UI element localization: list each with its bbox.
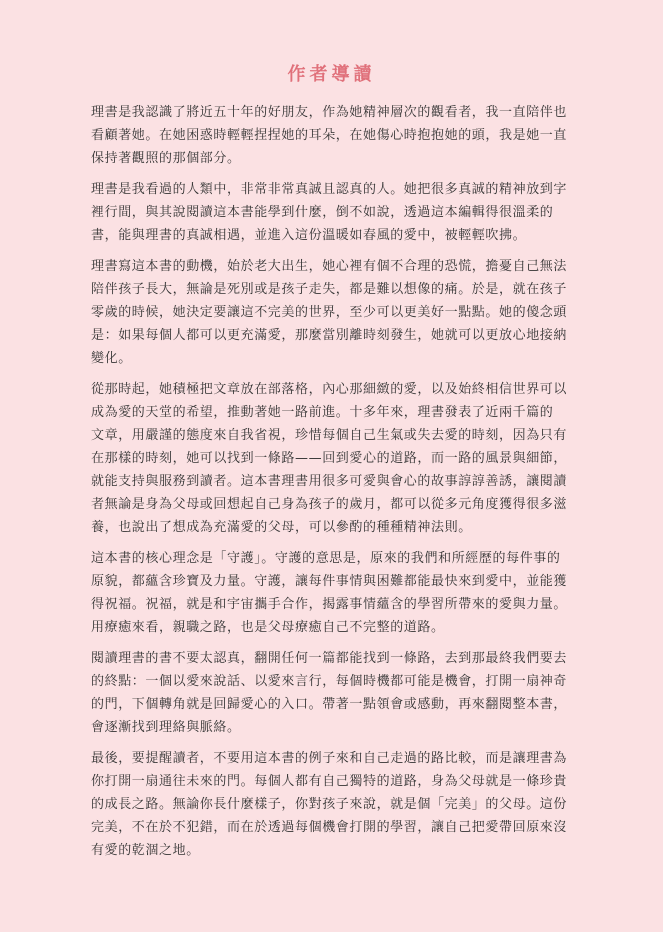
- paragraph-5: 這本書的核心理念是「守護」。守護的意思是，原來的我們和所經歷的每件事的 原貌，都蘊含珍寶及力量。守護，讓每件事情與困難都能最快來到愛中，並能獲 得祝福。祝福，就是和宇宙攜手合作，揭露事情蘊含的學習所帶來的愛與力量。 用療癒來看，親職之路，也是父母療癒自己不完整的道路。: [91, 551, 568, 635]
- document-body: [91, 101, 577, 870]
- paragraph-6: 閱讀理書的書不要太認真，翻開任何一篇都能找到一條路，去到那最終我們要去 的終點：一個以愛來說話、以愛來言行，每個時機都可能是機會，打開一扇神奇 的門，下個轉角就是回歸愛心的入口。帶著一點領會或感動，再來翻閱整本書， 會逐漸找到理絡與脈絡。: [91, 651, 568, 735]
- paragraph-3: 理書寫這本書的動機，始於老大出生，她心裡有個不合理的恐慌，擔憂自己無法 陪伴孩子長大，無論是死別或是孩子走失，都是難以想像的痛。於是，就在孩子 零歲的時候，她決定要讓這不完美的世界，至少可以更美好一點點。她的傻念頭 是：如果每個人都可以更充滿愛，那麼當別離時刻發生，她就可以更放心地接納 變化。: [91, 259, 568, 366]
- paragraph-2: 理書是我看過的人類中，非常非常真誠且認真的人。她把很多真誠的精神放到字 裡行間，與其說閱讀這本書能學到什麼，倒不如說，透過這本編輯得很溫柔的 書，能與理書的真誠相遇，並進入這份溫暖如春風的愛中，被輕輕吹拂。: [91, 182, 568, 243]
- document-title: 作者導讀: [287, 64, 376, 85]
- paragraph-7: 最後，要提醒讀者，不要用這本書的例子來和自己走過的路比較，而是讓理書為 你打開一扇通往未來的門。每個人都有自己獨特的道路，身為父母就是一條珍貴 的成長之路。無論你長什麼樣子，你對孩子來說，就是個「完美」的父母。這份 完美，不在於不犯錯，而在於透過每個機會打開的學習，讓自己把愛帶回原來沒 有愛的乾涸之地。: [91, 751, 568, 858]
- paragraph-4: 從那時起，她積極把文章放在部落格，內心那細緻的愛，以及始終相信世界可以 成為愛的天堂的希望，推動著她一路前進。十多年來，理書發表了近兩千篇的 文章，用嚴謹的態度來自我省視，珍惜每個自己生氣或失去愛的時刻，因為只有 在那樣的時刻，她可以找到一條路——回到愛心的道路，而一路的風景與細節， 就能支持與服務到讀者。這本書理書用很多可愛與會心的故事諄諄善誘，讓閱讀 者無論是身為父母或回想起自己身為孩子的歲月，都可以從多元角度獲得很多滋 養，也說出了想成為充滿愛的父母，可以參酌的種種精神法則。: [91, 382, 568, 535]
- paragraph-1: 理書是我認識了將近五十年的好朋友，作為她精神層次的觀看者，我一直陪伴也 看顧著她。在她困惑時輕輕捏捏她的耳朵，在她傷心時抱抱她的頭，我是她一直 保持著觀照的那個部分。: [91, 105, 568, 166]
